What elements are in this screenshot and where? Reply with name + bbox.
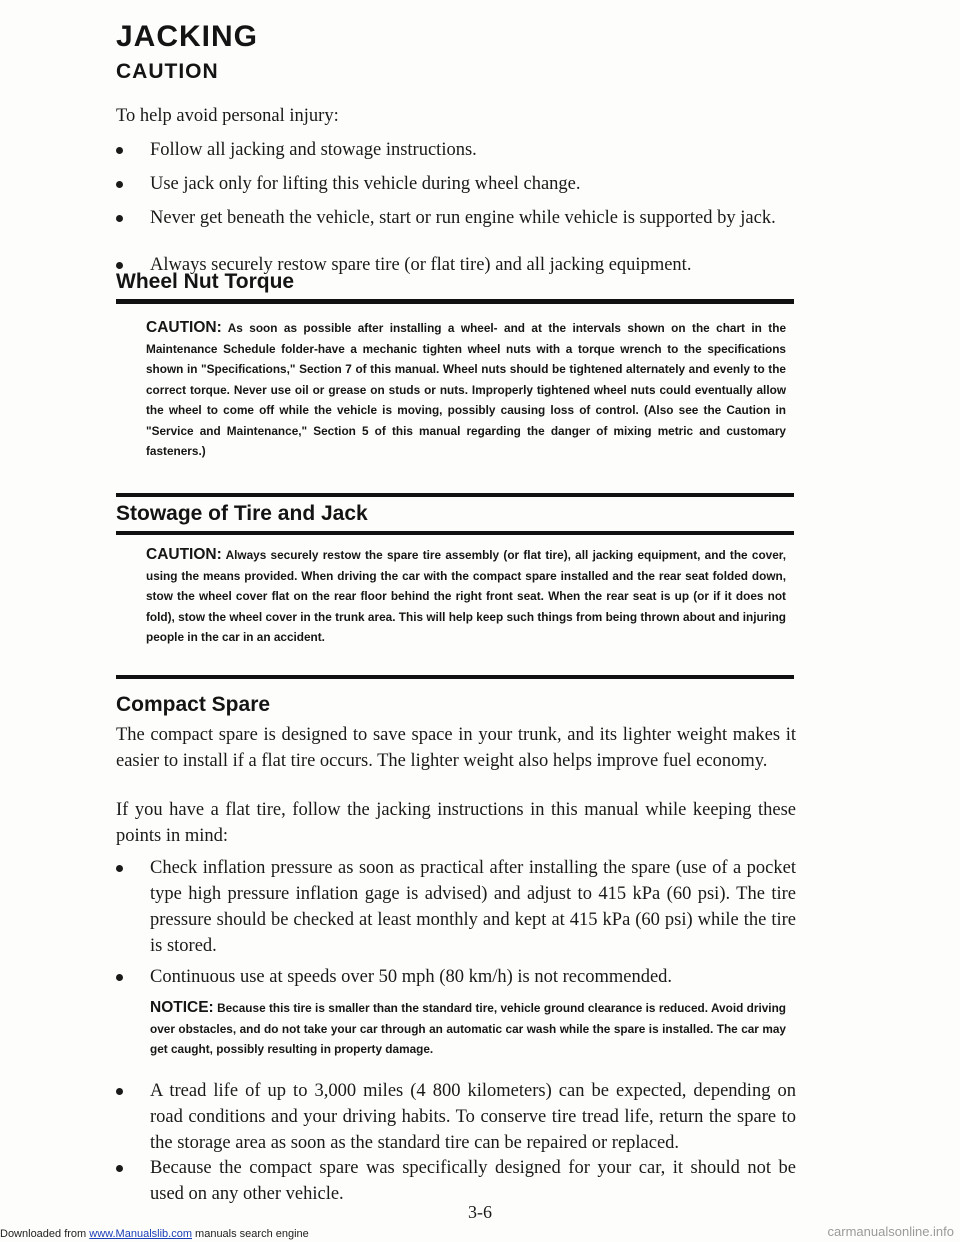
page-title: JACKING [116,20,259,53]
list-item: Check inflation pressure as soon as practical after installing the spare (use of a pocket type high pressure inflation gage is advised) and adjust to 415 kPa (60 psi). The tire pressure should be checked at least monthly and kept at 415 kPa (60 psi) while the tire is stored. [116,855,796,959]
section-heading-wheel-nut-torque: Wheel Nut Torque [116,270,295,293]
divider [116,675,794,679]
list-item: A tread life of up to 3,000 miles (4 800 kilometers) can be expected, depending on road conditions and your driving habits. To conserve tire tread life, return the spare to the storage area as soon as the standard tire can be repaired or replaced. [116,1078,796,1156]
list-item: Because the compact spare was specifically designed for your car, it should not be used on any other vehicle. [116,1155,796,1207]
bullet-icon [116,1165,123,1172]
caution-box-wheel-nut [146,318,786,462]
bullet-icon [116,181,123,188]
caution-text: As soon as possible after installing a wheel- and at the intervals shown on the chart in the Maintenance Schedule folder-have a mechanic tighten wheel nuts with a torque wrench to the specifications shown in "Specifications," Section 7 of this manual. Wheel nuts should be tightened alternately and evenly to the correct torque. Never use oil or grease on studs or nuts. Improperly tightened wheel nuts could eventually allow the wheel to come off while the vehicle is moving, possibly causing loss of control. (Also see the Caution in "Service and Maintenance," Section 5 of this manual regarding the danger of mixing metric and customary fasteners.) [146,321,787,458]
list-item: Always securely restow spare tire (or flat tire) and all jacking equipment. [116,252,806,278]
section-heading-stowage: Stowage of Tire and Jack [116,502,368,525]
bullet-icon [116,1088,123,1095]
notice-text: Because this tire is smaller than the standard tire, vehicle ground clearance is reduced. Avoid driving over obstacles, and do not take your car through an automatic car wash while the spare is installed. The car may get caught, possibly resulting in property damage. [150,1001,786,1056]
list-item: Continuous use at speeds over 50 mph (80 km/h) is not recommended. [116,964,796,990]
compact-para-2: If you have a flat tire, follow the jacking instructions in this manual while keeping these points in mind: [116,800,796,846]
watermark: carmanualsonline.info [827,1224,954,1239]
caution-label: CAUTION: [146,319,222,336]
download-footer: Downloaded from www.Manualslib.com manuals search engine [0,1228,309,1240]
manualslib-link[interactable]: www.Manualslib.com [89,1228,192,1240]
section-heading-compact-spare: Compact Spare [116,693,271,716]
divider [116,299,794,304]
intro-text: To help avoid personal injury: [116,106,339,126]
divider [116,531,794,535]
bullet-icon [116,215,123,222]
divider [116,493,794,497]
notice-label: NOTICE: [150,999,214,1016]
bullet-icon [116,865,123,872]
bullet-icon [116,974,123,981]
notice-box [150,998,786,1060]
caution-box-stowage [146,545,786,648]
list-item: Use jack only for lifting this vehicle during wheel change. [116,171,806,197]
bullet-icon [116,147,123,154]
caution-heading: CAUTION [116,60,219,83]
list-item: Follow all jacking and stowage instructions. [116,137,806,163]
bullet-icon [116,262,123,269]
list-item: Never get beneath the vehicle, start or run engine while vehicle is supported by jack. [116,205,806,231]
page-number: 3-6 [468,1202,492,1222]
compact-para-1: The compact spare is designed to save space in your trunk, and its lighter weight makes it easier to install if a flat tire occurs. The lighter weight also helps improve fuel economy. [116,725,796,771]
caution-label: CAUTION: [146,546,222,563]
caution-text: Always securely restow the spare tire assembly (or flat tire), all jacking equipment, and the cover, using the means provided. When driving the car with the compact spare installed and the rear seat folded down, stow the wheel cover flat on the rear floor behind the right front seat. When the rear seat is up (or if it does not fold), stow the wheel cover in the trunk area. This will help keep such things from being thrown about and injuring people in the car in an accident. [146,548,786,644]
